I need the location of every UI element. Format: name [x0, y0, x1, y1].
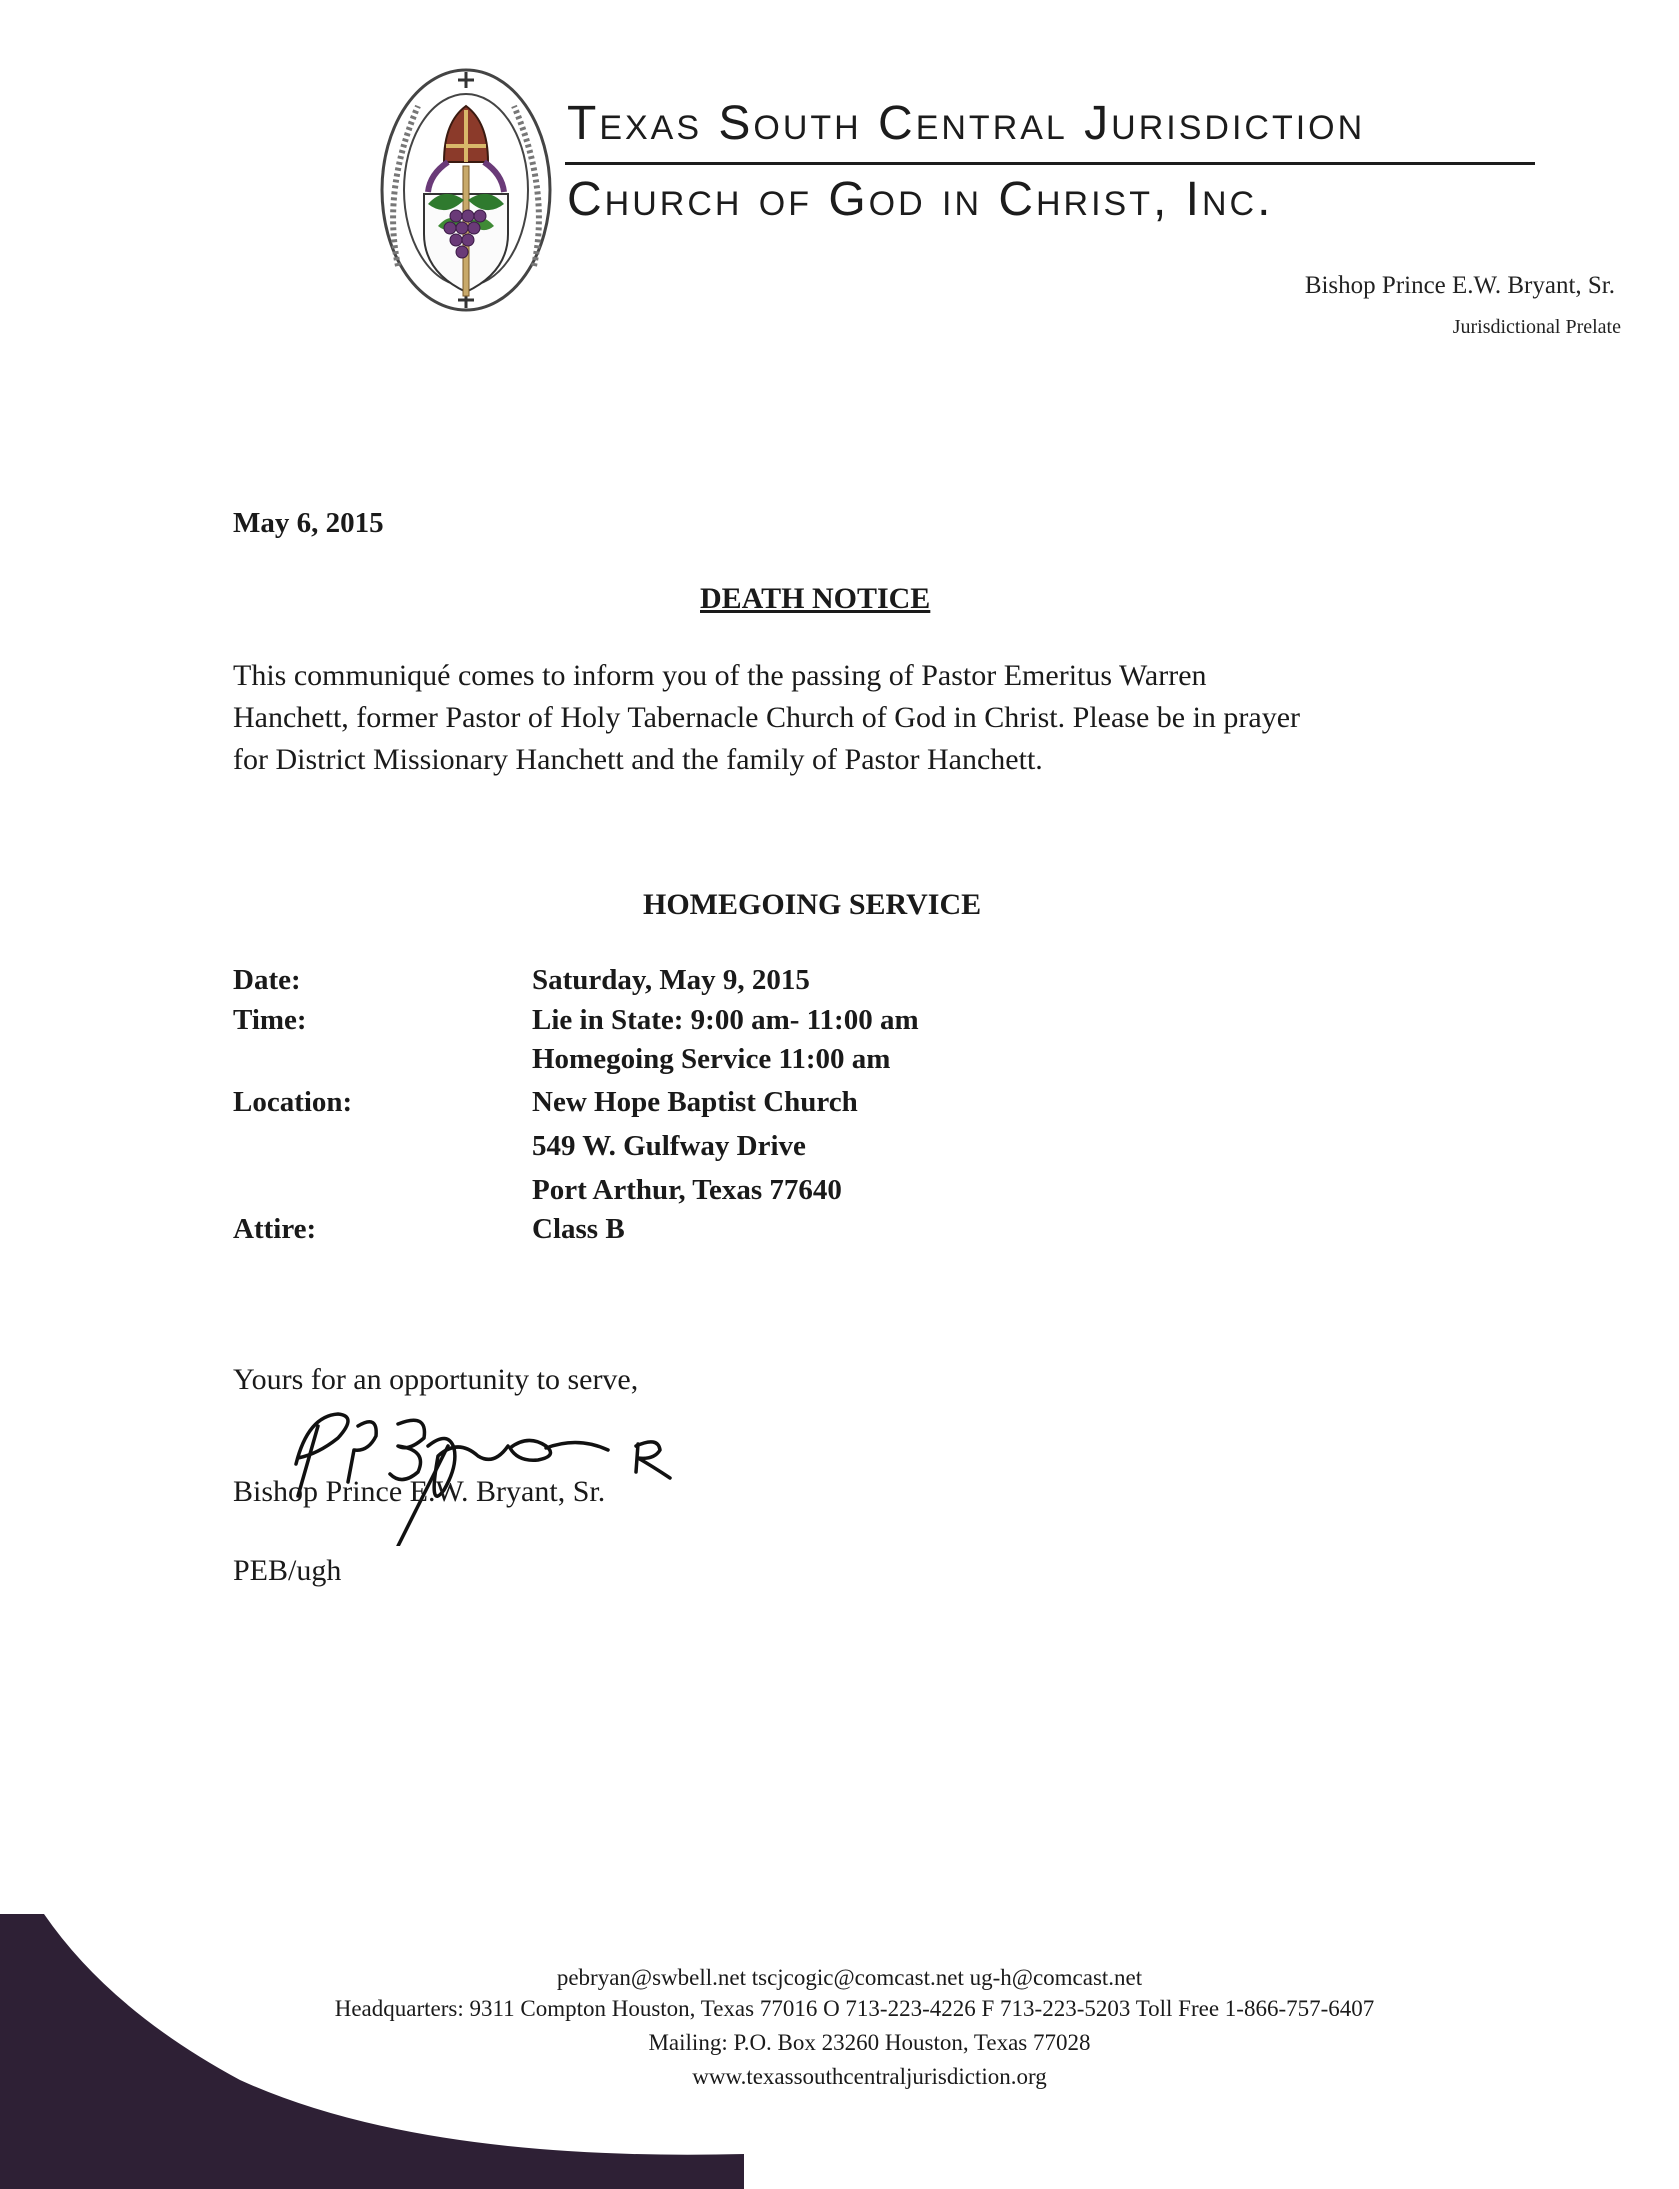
paragraph-line: for District Missionary Hanchett and the family of Pastor Hanchett.: [233, 743, 1043, 776]
paragraph-line: Hanchett, former Pastor of Holy Tabernacle Church of God in Christ. Please be in prayer: [233, 701, 1301, 734]
letterhead-divider: [565, 162, 1535, 165]
bishop-seal-logo: [378, 66, 554, 314]
date-label: Date:: [233, 964, 301, 996]
location-venue: New Hope Baptist Church: [532, 1086, 858, 1118]
paragraph-line: This communiqué comes to inform you of the passing of Pastor Emeritus Warren: [233, 659, 1207, 692]
location-city: Port Arthur, Texas 77640: [532, 1174, 842, 1206]
notice-heading: DEATH NOTICE: [700, 582, 931, 615]
prelate-name: Bishop Prince E.W. Bryant, Sr.: [1304, 272, 1615, 299]
location-street: 549 W. Gulfway Drive: [532, 1130, 806, 1162]
attire-label: Attire:: [233, 1213, 317, 1245]
letterhead-organization-subtitle: Church of God in Christ, Inc.: [567, 173, 1274, 226]
handwritten-signature: [278, 1386, 708, 1546]
time-label: Time:: [233, 1004, 307, 1036]
letter-date: May 6, 2015: [233, 507, 384, 539]
prelate-title: Jurisdictional Prelate: [1452, 316, 1621, 338]
signer-name: Bishop Prince E.W. Bryant, Sr.: [233, 1475, 606, 1508]
location-label: Location:: [233, 1086, 353, 1118]
letterhead-organization-name: Texas South Central Jurisdiction: [567, 97, 1366, 150]
footer-headquarters: Headquarters: 9311 Compton Houston, Texas 77016 O 713-223-4226 F 713-223-5203 Toll Free 1-866-757-6407: [334, 1996, 1375, 2021]
footer-website: www.texassouthcentraljurisdiction.org: [692, 2064, 1047, 2089]
closing-line: Yours for an opportunity to serve,: [233, 1363, 639, 1396]
date-value: Saturday, May 9, 2015: [532, 964, 810, 996]
typist-initials: PEB/ugh: [233, 1554, 342, 1587]
notice-paragraph: [233, 655, 1493, 781]
attire-value: Class B: [532, 1213, 625, 1245]
footer-mailing-address: Mailing: P.O. Box 23260 Houston, Texas 77028: [648, 2030, 1091, 2055]
time-value-lie-in-state: Lie in State: 9:00 am- 11:00 am: [532, 1004, 919, 1036]
footer-emails: pebryan@swbell.net tscjcogic@comcast.net ug-h@comcast.net: [556, 1965, 1143, 1990]
time-value-homegoing: Homegoing Service 11:00 am: [532, 1043, 891, 1075]
service-heading: HOMEGOING SERVICE: [643, 888, 982, 921]
